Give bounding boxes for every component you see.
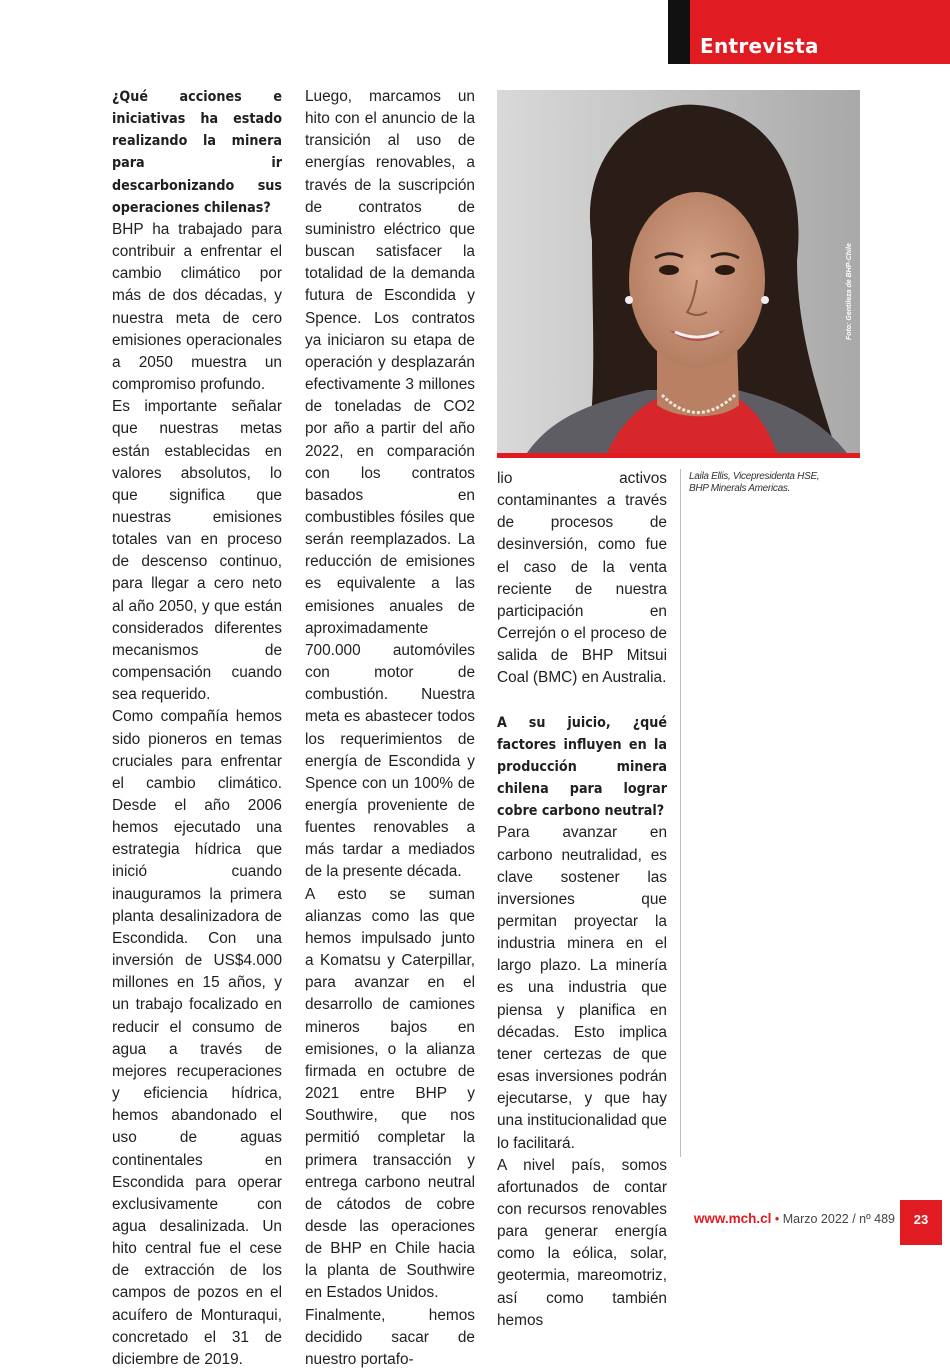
paragraph: lio activos contaminantes a través de procesos de desinversión, como fue el caso de la venta reciente de nuestra participación en Cerrejón o el proceso de salida de BHP Mitsui Coal (BMC) en Australia. bbox=[497, 470, 667, 687]
question-heading: A su juicio, ¿qué factores influyen en la producción minera chilena para lograr cobre carbono neutral? bbox=[497, 714, 667, 820]
paragraph: Finalmente, hemos decidido sacar de nuestro portafo- bbox=[305, 1306, 475, 1368]
paragraph: Para avanzar en carbono neutralidad, es clave sostener las inversiones que permitan proyectar la industria minera en el largo plazo. La minería es una industria que piensa y planifica en décadas. Esto implica tener certezas de que esas inversiones podrán ejecutarse, y que hay una institucionalidad que lo facilitará. bbox=[497, 824, 667, 1152]
paragraph: Luego, marcamos un hito con el anuncio de la transición al uso de energías renovables, a través de la suscripción de contratos de suministro eléctrico que buscan satisfacer la totalidad de la demanda futura de Escondida y Spence. Los contratos ya iniciaron su etapa de operación y desplazarán efectivamente 3 millones de toneladas de CO2 por año a partir del año 2022, en comparación con los contratos basados en combustibles fósiles que serán reemplazados. La reducción de emisiones es equivalente a las emisiones anuales de aproximadamente 700.000 automóviles con motor de combustión. Nuestra meta es abastecer todos los requerimientos de energía de Escondida y Spence con un 100% de energía proveniente de fuentes renovables a más tardar a mediados de la presente década. bbox=[305, 88, 475, 881]
column-3 bbox=[497, 468, 667, 1332]
paragraph: Como compañía hemos sido pioneros en temas cruciales para enfrentar el cambio climático. Desde el año 2006 hemos ejecutado una estrategia hídrica que inició cuando inauguramos la primera planta desalinizadora de Escondida. Con una inversión de US$4.000 millones en 15 años, y un trabajo focalizado en reducir el consumo de agua a través de mejores recuperaciones y eficiencia hídrica, hemos abandonado el uso de aguas continentales en Escondida para operar exclusivamente con agua desalinizada. Un hito central fue el cese de extracción de los campos de pozos en el acuífero de Monturaqui, concretado el 31 de diciembre de 2019. bbox=[112, 708, 282, 1368]
portrait-photo bbox=[497, 90, 860, 458]
section-title: Entrevista bbox=[700, 34, 819, 58]
paragraph: A nivel país, somos afortunados de contar con recursos renovables para generar energía como la eólica, solar, geotermia, mareomotriz, así como también hemos bbox=[497, 1156, 667, 1329]
caption-line: Laila Ellis, Vicepresidenta HSE, bbox=[689, 471, 820, 482]
caption-line: BHP Minerals Americas. bbox=[689, 483, 791, 494]
photo-caption bbox=[689, 471, 839, 495]
paragraph: BHP ha trabajado para contribuir a enfrentar el cambio climático por más de dos décadas, y nuestra meta de cero emisiones operacionales a 2050 muestra un compromiso profundo. bbox=[112, 220, 282, 394]
separator-dot: • bbox=[774, 1212, 780, 1226]
photo-credit: Foto: Gentileza de BHP-Chile bbox=[846, 243, 853, 340]
issue-info: Marzo 2022 / nº 489 bbox=[782, 1212, 895, 1226]
page-number: 23 bbox=[900, 1200, 942, 1245]
site-link[interactable]: www.mch.cl bbox=[693, 1211, 772, 1226]
header-black-bar bbox=[668, 0, 690, 64]
paragraph: A esto se suman alianzas como las que hemos impulsado junto a Komatsu y Caterpillar, para avanzar en el desarrollo de camiones mineros bajos en emisiones, o la alianza firmada en octubre de 2021 entre BHP y Southwire, que nos permitió completar la primera transacción y entrega carbono neutral de cátodos de cobre desde las operaciones de BHP en Chile hacia la planta de Southwire en Estados Unidos. bbox=[305, 885, 475, 1302]
paragraph: Es importante señalar que nuestras metas están establecidas en valores absolutos, lo que significa que nuestras emisiones totales van en proceso de descenso continuo, para llegar a cero neto al año 2050, y que están considerados diferentes mecanismos de compensación cuando sea requerido. bbox=[112, 398, 282, 704]
caption-divider bbox=[680, 469, 681, 1157]
column-2 bbox=[305, 86, 475, 1371]
column-1 bbox=[112, 86, 282, 1371]
question-heading: ¿Qué acciones e iniciativas ha estado realizando la minera para ir descarbonizando sus operaciones chilenas? bbox=[112, 89, 282, 216]
page-footer bbox=[600, 1211, 895, 1226]
